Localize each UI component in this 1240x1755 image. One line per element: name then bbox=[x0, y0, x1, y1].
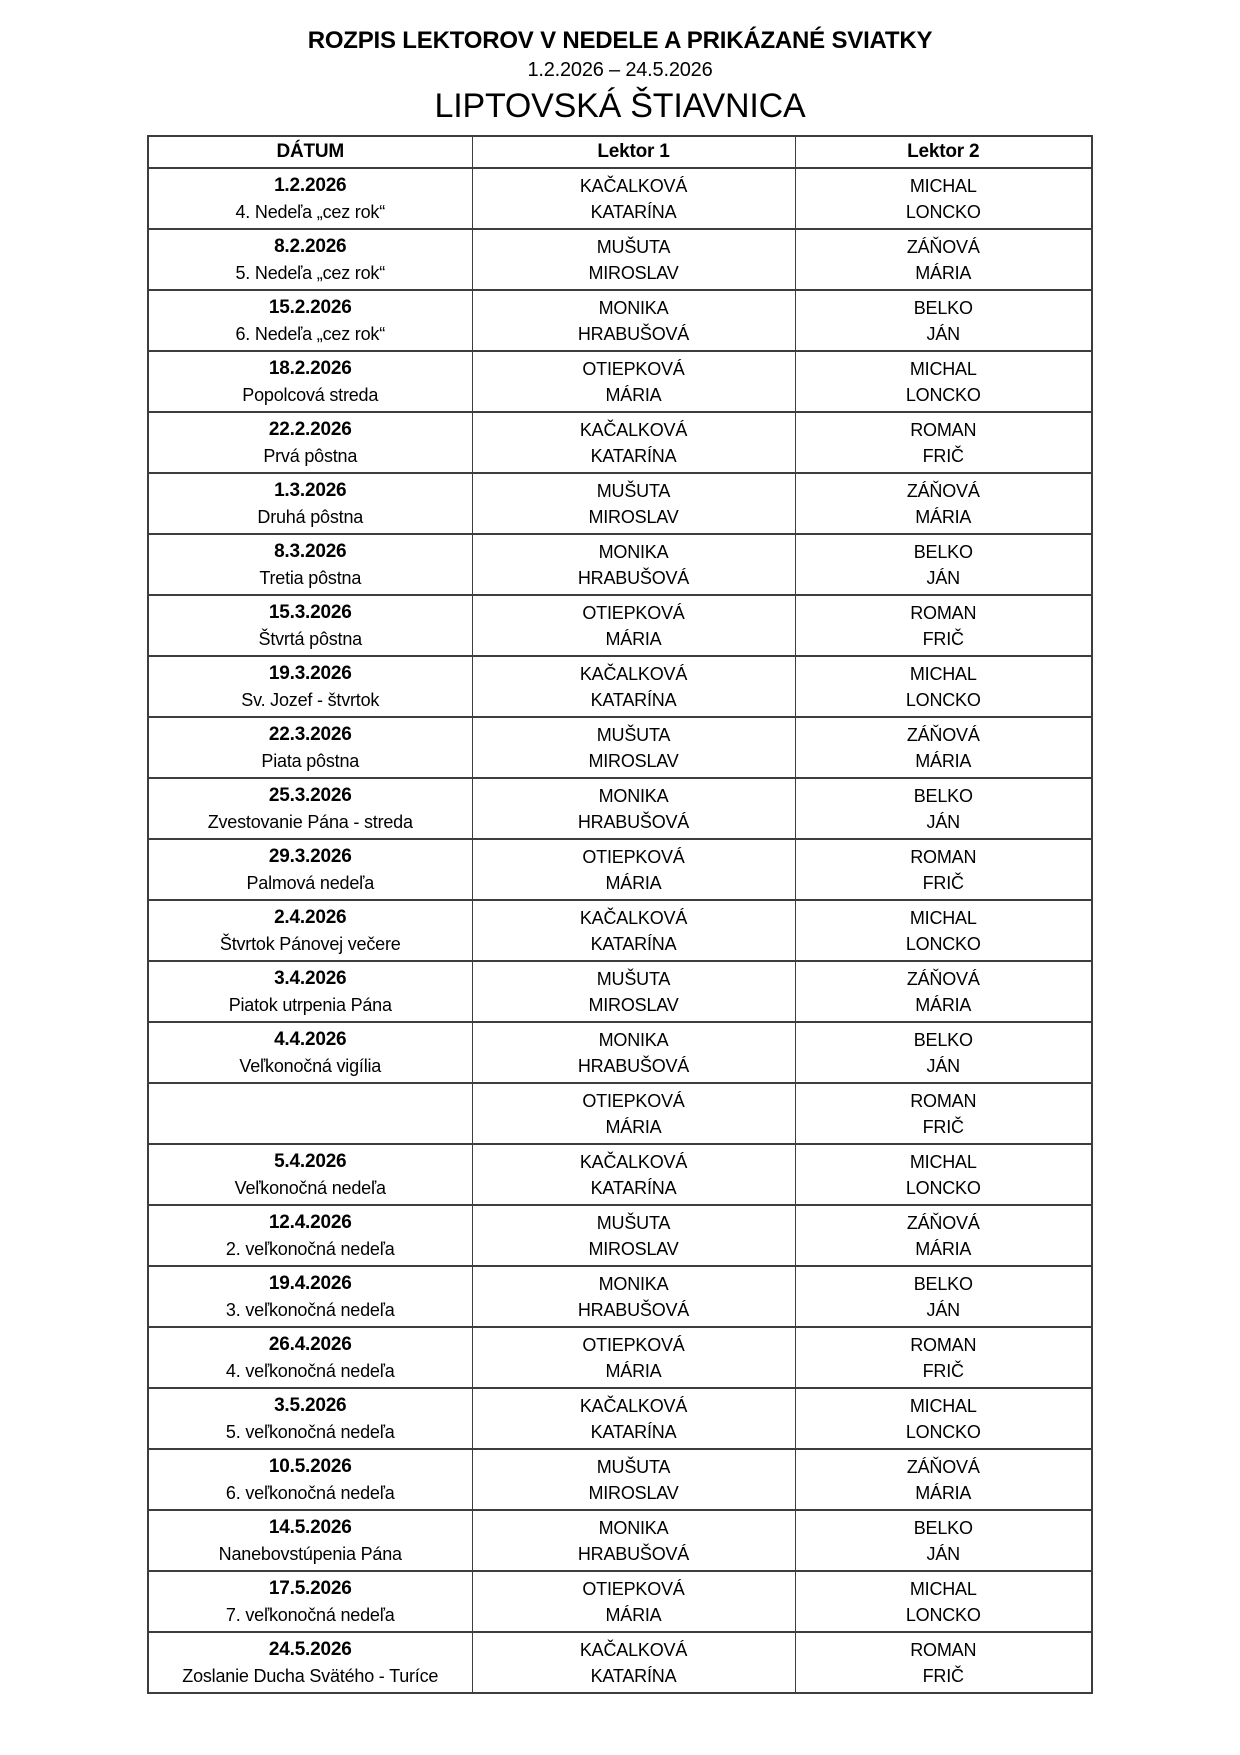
lektor1-cell bbox=[472, 168, 795, 229]
lektor2-line2: MÁRIA bbox=[915, 1482, 972, 1503]
lektor1-cell bbox=[472, 412, 795, 473]
row-date: 17.5.2026 bbox=[268, 1577, 352, 1599]
lektor2-cell bbox=[795, 656, 1092, 717]
lektor1-line2: HRABUŠOVÁ bbox=[577, 567, 690, 588]
date-range: 1.2.2026 – 24.5.2026 bbox=[527, 59, 713, 81]
table-row bbox=[148, 717, 1092, 778]
lektor2-line2: FRIČ bbox=[922, 445, 964, 466]
document-title: ROZPIS LEKTOROV V NEDELE A PRIKÁZANÉ SVIATKY bbox=[307, 27, 933, 54]
date-cell bbox=[148, 961, 472, 1022]
date-cell bbox=[148, 1571, 472, 1632]
table-row bbox=[148, 1571, 1092, 1632]
table-row bbox=[148, 1144, 1092, 1205]
lektor1-line1: MUŠUTA bbox=[596, 724, 671, 745]
lektor2-line1: ROMAN bbox=[910, 846, 977, 867]
row-feast: Druhá pôstna bbox=[257, 506, 364, 527]
row-date: 4.4.2026 bbox=[274, 1028, 347, 1050]
lektor2-line2: FRIČ bbox=[922, 1665, 964, 1686]
table-body bbox=[148, 168, 1092, 1693]
lektor1-cell bbox=[472, 1449, 795, 1510]
lektor2-line1: MICHAL bbox=[909, 1578, 977, 1599]
lektor1-line1: KAČALKOVÁ bbox=[579, 419, 688, 440]
lektor2-line1: MICHAL bbox=[909, 1395, 977, 1416]
date-cell bbox=[148, 1083, 472, 1144]
row-date: 15.3.2026 bbox=[268, 601, 352, 623]
date-cell bbox=[148, 1022, 472, 1083]
row-date: 3.5.2026 bbox=[274, 1394, 347, 1416]
lektor1-line1: KAČALKOVÁ bbox=[579, 1151, 688, 1172]
lektor2-line2: MÁRIA bbox=[915, 506, 972, 527]
row-feast: 5. Nedeľa „cez rok“ bbox=[235, 262, 385, 283]
lektor1-line1: KAČALKOVÁ bbox=[579, 1639, 688, 1660]
lektor1-line1: MONIKA bbox=[598, 541, 669, 562]
lektor2-cell bbox=[795, 1571, 1092, 1632]
lektor2-line2: JÁN bbox=[926, 567, 960, 588]
lektor1-cell bbox=[472, 778, 795, 839]
table-row bbox=[148, 656, 1092, 717]
lektor1-line2: HRABUŠOVÁ bbox=[577, 1055, 690, 1076]
row-date: 22.3.2026 bbox=[268, 723, 352, 745]
lektor2-line2: LONCKO bbox=[905, 689, 981, 710]
lektor2-line1: ROMAN bbox=[910, 1639, 977, 1660]
lektor1-line1: KAČALKOVÁ bbox=[579, 907, 688, 928]
row-date: 14.5.2026 bbox=[268, 1516, 352, 1538]
lektor2-line2: LONCKO bbox=[905, 384, 981, 405]
row-date: 26.4.2026 bbox=[268, 1333, 352, 1355]
row-feast: 4. Nedeľa „cez rok“ bbox=[235, 201, 385, 222]
lektor1-line2: MÁRIA bbox=[605, 872, 662, 893]
lektor1-line2: MÁRIA bbox=[605, 1360, 662, 1381]
row-feast: 6. Nedeľa „cez rok“ bbox=[235, 323, 385, 344]
date-cell bbox=[148, 1388, 472, 1449]
lektor1-line1: MONIKA bbox=[598, 297, 669, 318]
lektor2-line1: ROMAN bbox=[910, 419, 977, 440]
lektor1-cell bbox=[472, 717, 795, 778]
row-feast: Veľkonočná vigília bbox=[239, 1055, 382, 1076]
lektor2-line1: MICHAL bbox=[909, 175, 977, 196]
lektor2-line2: LONCKO bbox=[905, 1177, 981, 1198]
table-row bbox=[148, 168, 1092, 229]
row-feast: Veľkonočná nedeľa bbox=[234, 1177, 386, 1198]
lektor1-line1: KAČALKOVÁ bbox=[579, 1395, 688, 1416]
lektor1-line1: MUŠUTA bbox=[596, 1212, 671, 1233]
lektor1-line1: OTIEPKOVÁ bbox=[582, 1090, 685, 1111]
lektor1-line1: OTIEPKOVÁ bbox=[582, 1578, 685, 1599]
table-row bbox=[148, 1266, 1092, 1327]
lektor2-line1: ZÁŇOVÁ bbox=[906, 1212, 980, 1233]
table-row bbox=[148, 961, 1092, 1022]
table-row bbox=[148, 1083, 1092, 1144]
column-header-lektor2: Lektor 2 bbox=[795, 136, 1092, 168]
table-header bbox=[148, 136, 1092, 168]
lektor1-line2: KATARÍNA bbox=[590, 445, 677, 466]
lektor1-line2: MIROSLAV bbox=[588, 262, 679, 283]
lektor1-line1: KAČALKOVÁ bbox=[579, 663, 688, 684]
lektor1-line2: HRABUŠOVÁ bbox=[577, 1299, 690, 1320]
lektor1-cell bbox=[472, 1388, 795, 1449]
lektor1-cell bbox=[472, 900, 795, 961]
lektor2-cell bbox=[795, 961, 1092, 1022]
row-date: 19.3.2026 bbox=[268, 662, 352, 684]
lektor1-line2: MIROSLAV bbox=[588, 506, 679, 527]
lektor1-line2: MÁRIA bbox=[605, 1604, 662, 1625]
date-cell bbox=[148, 839, 472, 900]
date-cell bbox=[148, 1205, 472, 1266]
table-row bbox=[148, 1388, 1092, 1449]
lektor2-cell bbox=[795, 839, 1092, 900]
date-cell bbox=[148, 473, 472, 534]
table-row bbox=[148, 1632, 1092, 1693]
lektor2-cell bbox=[795, 1510, 1092, 1571]
lektor1-cell bbox=[472, 1144, 795, 1205]
row-feast: Piata pôstna bbox=[261, 750, 360, 771]
lektor1-line2: KATARÍNA bbox=[590, 201, 677, 222]
lektor2-line1: ZÁŇOVÁ bbox=[906, 480, 980, 501]
lektor2-line1: ZÁŇOVÁ bbox=[906, 236, 980, 257]
lektor2-line2: JÁN bbox=[926, 1055, 960, 1076]
lektor2-line1: BELKO bbox=[913, 541, 973, 562]
lektor2-line1: ZÁŇOVÁ bbox=[906, 968, 980, 989]
row-feast: Piatok utrpenia Pána bbox=[228, 994, 392, 1015]
date-cell bbox=[148, 229, 472, 290]
date-cell bbox=[148, 778, 472, 839]
row-date: 10.5.2026 bbox=[268, 1455, 352, 1477]
lektor2-line1: MICHAL bbox=[909, 907, 977, 928]
lektor2-line2: MÁRIA bbox=[915, 994, 972, 1015]
lektor2-cell bbox=[795, 412, 1092, 473]
lektor1-cell bbox=[472, 229, 795, 290]
date-cell bbox=[148, 1327, 472, 1388]
lektor2-line2: MÁRIA bbox=[915, 750, 972, 771]
date-cell bbox=[148, 290, 472, 351]
lektor2-cell bbox=[795, 1632, 1092, 1693]
date-cell bbox=[148, 1632, 472, 1693]
lektor1-cell bbox=[472, 1205, 795, 1266]
table-row bbox=[148, 473, 1092, 534]
lector-schedule-table bbox=[147, 135, 1093, 1694]
lektor2-cell bbox=[795, 717, 1092, 778]
lektor2-cell bbox=[795, 473, 1092, 534]
column-header-datum: DÁTUM bbox=[148, 136, 472, 168]
lektor1-line2: MÁRIA bbox=[605, 1116, 662, 1137]
row-date: 18.2.2026 bbox=[268, 357, 352, 379]
lektor2-line2: FRIČ bbox=[922, 1360, 964, 1381]
row-feast: Prvá pôstna bbox=[263, 445, 358, 466]
date-cell bbox=[148, 717, 472, 778]
lektor2-cell bbox=[795, 1266, 1092, 1327]
row-feast: Palmová nedeľa bbox=[246, 872, 375, 893]
lektor1-line2: MIROSLAV bbox=[588, 1238, 679, 1259]
lektor1-line1: MONIKA bbox=[598, 1517, 669, 1538]
row-date bbox=[149, 1088, 472, 1114]
lektor2-line2: FRIČ bbox=[922, 872, 964, 893]
lektor1-cell bbox=[472, 1571, 795, 1632]
table-row bbox=[148, 1327, 1092, 1388]
lektor1-cell bbox=[472, 961, 795, 1022]
lektor2-line2: LONCKO bbox=[905, 1604, 981, 1625]
date-cell bbox=[148, 1266, 472, 1327]
lektor2-cell bbox=[795, 1327, 1092, 1388]
table-header-row bbox=[148, 136, 1092, 168]
lektor2-line1: MICHAL bbox=[909, 663, 977, 684]
row-feast: 2. veľkonočná nedeľa bbox=[225, 1238, 395, 1259]
lektor2-line2: MÁRIA bbox=[915, 262, 972, 283]
table-row bbox=[148, 1022, 1092, 1083]
lektor2-cell bbox=[795, 1388, 1092, 1449]
row-feast: Zvestovanie Pána - streda bbox=[207, 811, 413, 832]
lektor1-line2: KATARÍNA bbox=[590, 1665, 677, 1686]
lektor1-cell bbox=[472, 1510, 795, 1571]
row-feast: Zoslanie Ducha Svätého - Turíce bbox=[182, 1665, 439, 1686]
lektor2-line2: MÁRIA bbox=[915, 1238, 972, 1259]
table-row bbox=[148, 534, 1092, 595]
date-cell bbox=[148, 412, 472, 473]
table-row bbox=[148, 778, 1092, 839]
row-feast: 7. veľkonočná nedeľa bbox=[225, 1604, 395, 1625]
lektor1-line1: MUŠUTA bbox=[596, 236, 671, 257]
lektor2-cell bbox=[795, 351, 1092, 412]
row-date: 29.3.2026 bbox=[268, 845, 352, 867]
lektor1-cell bbox=[472, 1022, 795, 1083]
row-feast: Popolcová streda bbox=[242, 384, 379, 405]
lektor2-line1: ROMAN bbox=[910, 602, 977, 623]
lektor1-line2: MIROSLAV bbox=[588, 1482, 679, 1503]
document-header bbox=[0, 0, 1240, 128]
lektor2-line1: BELKO bbox=[913, 1029, 973, 1050]
lektor2-line1: ROMAN bbox=[910, 1090, 977, 1111]
lektor2-line1: BELKO bbox=[913, 785, 973, 806]
lektor1-line1: OTIEPKOVÁ bbox=[582, 1334, 685, 1355]
lektor1-cell bbox=[472, 839, 795, 900]
lektor1-line2: KATARÍNA bbox=[590, 1177, 677, 1198]
lektor2-line1: MICHAL bbox=[909, 358, 977, 379]
lektor1-line2: HRABUŠOVÁ bbox=[577, 1543, 690, 1564]
lektor2-line2: JÁN bbox=[926, 1299, 960, 1320]
lektor1-cell bbox=[472, 473, 795, 534]
lektor1-line1: OTIEPKOVÁ bbox=[582, 846, 685, 867]
row-feast: Štvrtá pôstna bbox=[258, 628, 362, 649]
lektor1-cell bbox=[472, 1266, 795, 1327]
table-row bbox=[148, 351, 1092, 412]
lektor2-line2: JÁN bbox=[926, 323, 960, 344]
row-feast: 6. veľkonočná nedeľa bbox=[225, 1482, 395, 1503]
lektor2-line2: LONCKO bbox=[905, 933, 981, 954]
row-date: 15.2.2026 bbox=[268, 296, 352, 318]
row-date: 2.4.2026 bbox=[274, 906, 347, 928]
lektor1-cell bbox=[472, 290, 795, 351]
row-date: 25.3.2026 bbox=[268, 784, 352, 806]
date-cell bbox=[148, 900, 472, 961]
lektor1-line1: KAČALKOVÁ bbox=[579, 175, 688, 196]
lektor1-line2: KATARÍNA bbox=[590, 1421, 677, 1442]
table-row bbox=[148, 595, 1092, 656]
lektor2-line1: BELKO bbox=[913, 1517, 973, 1538]
lektor2-line2: FRIČ bbox=[922, 1116, 964, 1137]
lektor2-cell bbox=[795, 534, 1092, 595]
row-date: 12.4.2026 bbox=[268, 1211, 352, 1233]
lektor1-cell bbox=[472, 1083, 795, 1144]
lektor2-line1: ZÁŇOVÁ bbox=[906, 1456, 980, 1477]
lektor2-cell bbox=[795, 1022, 1092, 1083]
lektor1-cell bbox=[472, 1327, 795, 1388]
lektor2-line1: MICHAL bbox=[909, 1151, 977, 1172]
lektor1-line1: MONIKA bbox=[598, 785, 669, 806]
table-row bbox=[148, 229, 1092, 290]
row-date: 1.2.2026 bbox=[274, 174, 347, 196]
lektor2-cell bbox=[795, 1449, 1092, 1510]
lektor1-line1: MUŠUTA bbox=[596, 480, 671, 501]
row-date: 22.2.2026 bbox=[268, 418, 352, 440]
row-date: 8.2.2026 bbox=[274, 235, 347, 257]
lektor1-line2: MIROSLAV bbox=[588, 750, 679, 771]
row-feast: 5. veľkonočná nedeľa bbox=[225, 1421, 395, 1442]
row-date: 24.5.2026 bbox=[268, 1638, 352, 1660]
lektor2-cell bbox=[795, 778, 1092, 839]
lektor2-line2: JÁN bbox=[926, 1543, 960, 1564]
table-row bbox=[148, 839, 1092, 900]
date-cell bbox=[148, 1144, 472, 1205]
lektor2-line1: ROMAN bbox=[910, 1334, 977, 1355]
row-feast: 4. veľkonočná nedeľa bbox=[225, 1360, 395, 1381]
lektor2-line2: JÁN bbox=[926, 811, 960, 832]
date-cell bbox=[148, 168, 472, 229]
table-row bbox=[148, 1205, 1092, 1266]
row-feast: Nanebovstúpenia Pána bbox=[218, 1543, 402, 1564]
location-title: LIPTOVSKÁ ŠTIAVNICA bbox=[434, 87, 806, 125]
row-date: 1.3.2026 bbox=[274, 479, 347, 501]
lektor1-line2: MIROSLAV bbox=[588, 994, 679, 1015]
table-row bbox=[148, 290, 1092, 351]
row-date: 8.3.2026 bbox=[274, 540, 347, 562]
lektor2-cell bbox=[795, 168, 1092, 229]
table-row bbox=[148, 900, 1092, 961]
lektor1-cell bbox=[472, 1632, 795, 1693]
row-date: 5.4.2026 bbox=[274, 1150, 347, 1172]
table-row bbox=[148, 412, 1092, 473]
lektor2-line2: LONCKO bbox=[905, 201, 981, 222]
row-date: 3.4.2026 bbox=[274, 967, 347, 989]
date-cell bbox=[148, 1449, 472, 1510]
lektor1-line1: MUŠUTA bbox=[596, 1456, 671, 1477]
column-header-lektor1: Lektor 1 bbox=[472, 136, 795, 168]
row-feast bbox=[149, 1114, 472, 1140]
date-cell bbox=[148, 351, 472, 412]
row-feast: 3. veľkonočná nedeľa bbox=[225, 1299, 395, 1320]
date-cell bbox=[148, 1510, 472, 1571]
lektor2-cell bbox=[795, 1144, 1092, 1205]
lektor2-line2: LONCKO bbox=[905, 1421, 981, 1442]
lektor1-cell bbox=[472, 351, 795, 412]
table-row bbox=[148, 1449, 1092, 1510]
row-feast: Tretia pôstna bbox=[259, 567, 362, 588]
date-cell bbox=[148, 595, 472, 656]
lektor1-cell bbox=[472, 656, 795, 717]
row-feast: Sv. Jozef - štvrtok bbox=[241, 689, 380, 710]
lektor2-cell bbox=[795, 1205, 1092, 1266]
lektor2-line1: BELKO bbox=[913, 297, 973, 318]
lektor2-line1: ZÁŇOVÁ bbox=[906, 724, 980, 745]
row-date: 19.4.2026 bbox=[268, 1272, 352, 1294]
lektor1-line1: MONIKA bbox=[598, 1029, 669, 1050]
lektor1-line2: HRABUŠOVÁ bbox=[577, 323, 690, 344]
lektor1-line2: KATARÍNA bbox=[590, 689, 677, 710]
row-feast: Štvrtok Pánovej večere bbox=[219, 933, 401, 954]
lektor1-line1: MUŠUTA bbox=[596, 968, 671, 989]
lektor2-line2: FRIČ bbox=[922, 628, 964, 649]
lektor2-cell bbox=[795, 229, 1092, 290]
lektor2-cell bbox=[795, 1083, 1092, 1144]
table-row bbox=[148, 1510, 1092, 1571]
lektor1-line1: MONIKA bbox=[598, 1273, 669, 1294]
lektor1-line2: MÁRIA bbox=[605, 628, 662, 649]
lektor1-line2: HRABUŠOVÁ bbox=[577, 811, 690, 832]
lektor1-line2: MÁRIA bbox=[605, 384, 662, 405]
lektor2-cell bbox=[795, 290, 1092, 351]
lektor1-line1: OTIEPKOVÁ bbox=[582, 358, 685, 379]
date-cell bbox=[148, 656, 472, 717]
lektor2-line1: BELKO bbox=[913, 1273, 973, 1294]
date-cell bbox=[148, 534, 472, 595]
lektor1-line1: OTIEPKOVÁ bbox=[582, 602, 685, 623]
lektor1-line2: KATARÍNA bbox=[590, 933, 677, 954]
lektor1-cell bbox=[472, 534, 795, 595]
lektor1-cell bbox=[472, 595, 795, 656]
lektor2-cell bbox=[795, 595, 1092, 656]
lektor2-cell bbox=[795, 900, 1092, 961]
